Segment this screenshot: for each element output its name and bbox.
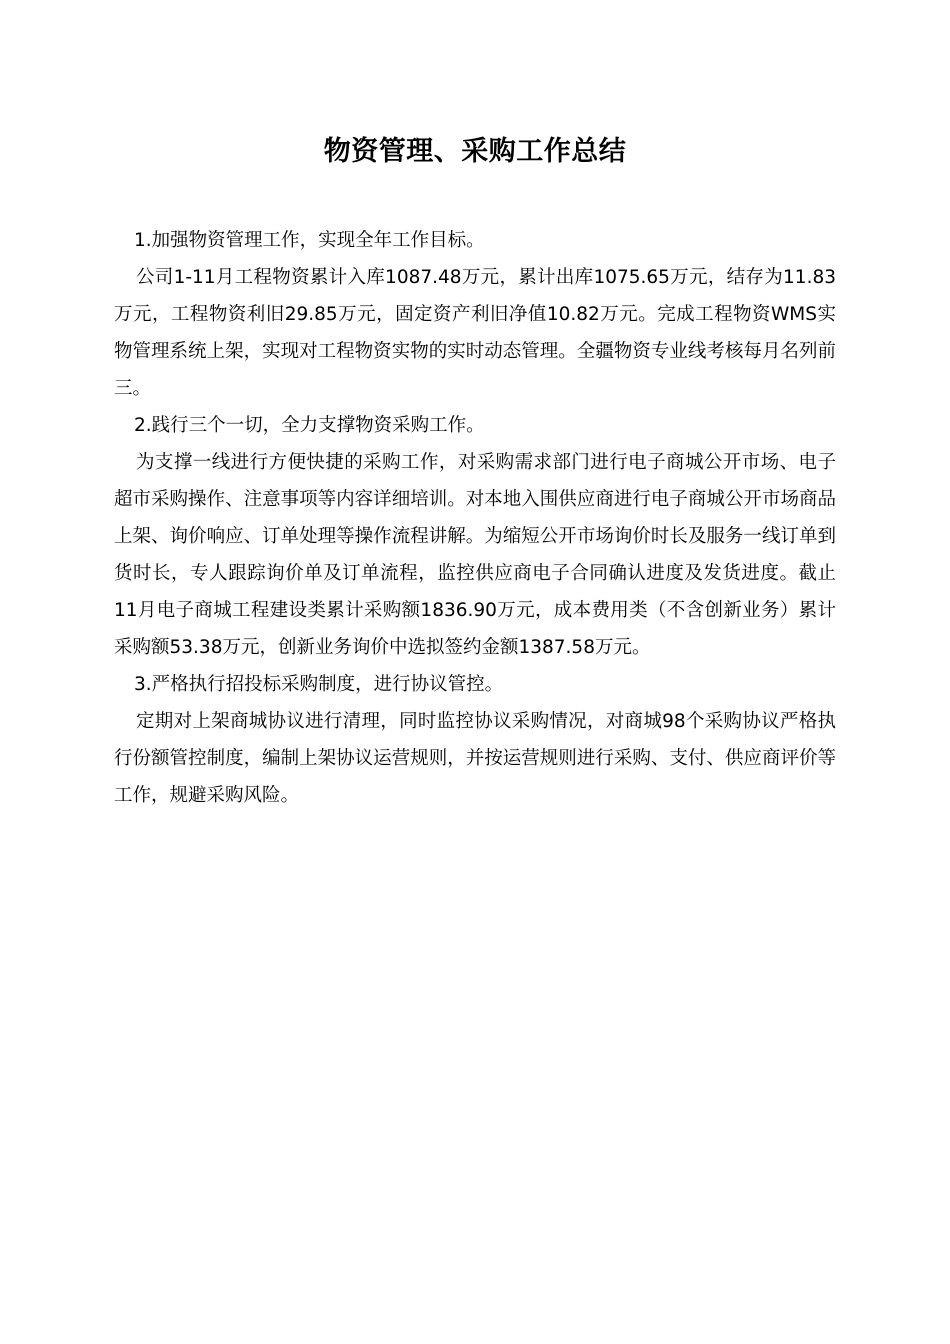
section-2-heading: 2.践行三个一切，全力支撑物资采购工作。 — [134, 415, 485, 436]
document-body — [114, 222, 836, 814]
section-3-heading: 3.严格执行招投标采购制度，进行协议管控。 — [134, 674, 504, 695]
section-2-paragraph: 为支撑一线进行方便快捷的采购工作，对采购需求部门进行电子商城公开市场、电子超市采购操作、注意事项等内容详细培训。对本地入围供应商进行电子商城公开市场商品上架、询价响应、订单处理等操作流程讲解。为缩短公开市场询价时长及服务一线订单到货时长，专人跟踪询价单及订单流程，监控供应商电子合同确认进度及发货进度。截止11月电子商城工程建设类累计采购额1836.90万元，成本费用类（不含创新业务）累计采购额53.38万元，创新业务询价中选拟签约金额1387.58万元。 — [114, 452, 836, 658]
section-3-paragraph: 定期对上架商城协议进行清理，同时监控协议采购情况，对商城98个采购协议严格执行份额管控制度，编制上架协议运营规则，并按运营规则进行采购、支付、供应商评价等工作，规避采购风险。 — [114, 711, 836, 806]
section-1-paragraph: 公司1-11月工程物资累计入库1087.48万元，累计出库1075.65万元，结存为11.83万元，工程物资利旧29.85万元，固定资产利旧净值10.82万元。完成工程物资WMS实物管理系统上架，实现对工程物资实物的实时动态管理。全疆物资专业线考核每月名列前三。 — [114, 267, 836, 399]
document-title: 物资管理、采购工作总结 — [323, 136, 627, 167]
section-1-heading: 1.加强物资管理工作，实现全年工作目标。 — [134, 230, 485, 251]
